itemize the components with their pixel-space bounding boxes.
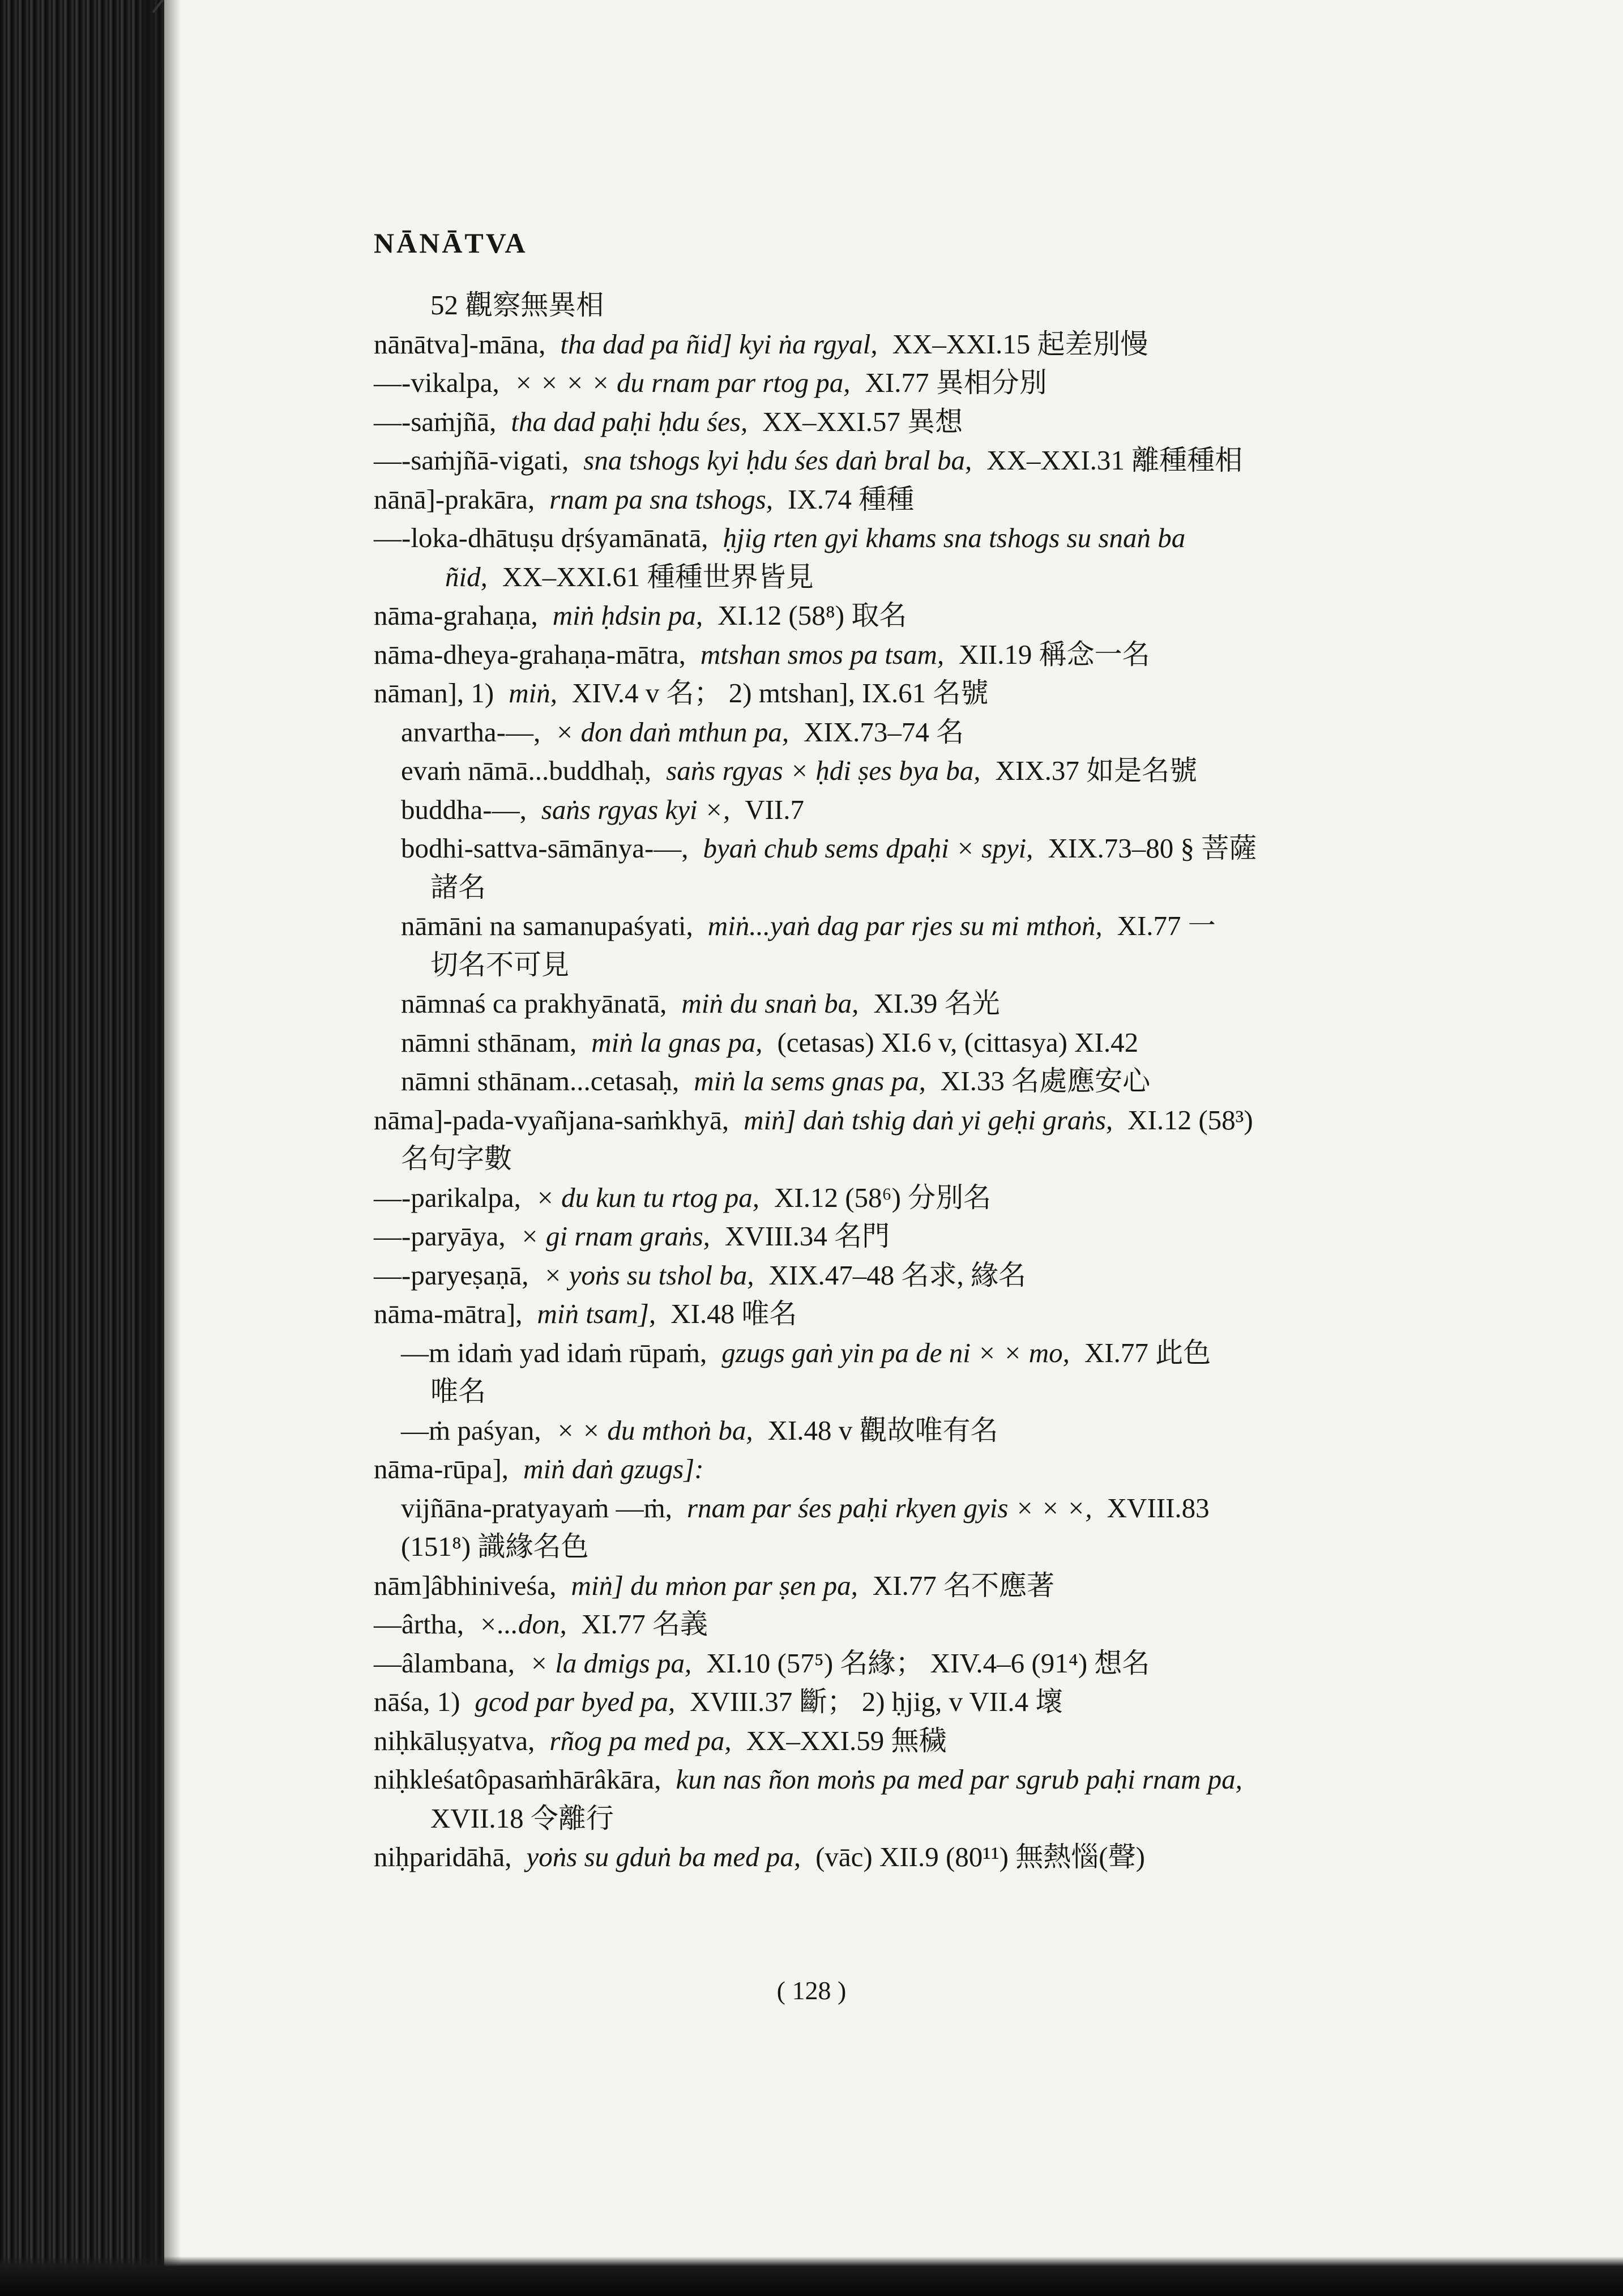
entry-headword: evaṁ nāmā...buddhaḥ, xyxy=(401,755,652,786)
entry-headword: niḥkleśatôpasaṁhārâkāra, xyxy=(374,1764,661,1795)
entry-headword: —-vikalpa, xyxy=(374,367,499,398)
entry-headword: 名句字數 xyxy=(401,1143,512,1174)
entry-headword: 諸名 xyxy=(430,871,486,903)
entry-tibetan: × don daṅ mthun pa, xyxy=(555,716,789,748)
entry-reference: (cetasas) XI.6 v, (cittasya) XI.42 xyxy=(777,1026,1139,1058)
entry-headword: —ârtha, xyxy=(374,1608,464,1640)
entry-line xyxy=(374,325,1484,364)
entry-headword: —-paryeṣaṇā, xyxy=(374,1259,529,1291)
entry-line xyxy=(374,1450,1484,1489)
entry-headword: nāma-dheya-grahaṇa-mātra, xyxy=(374,638,686,670)
entry-headword: nāman], 1) xyxy=(374,677,494,709)
entry-line xyxy=(374,984,1484,1023)
entry-headword: —âlambana, xyxy=(374,1647,515,1679)
entry-line xyxy=(374,752,1484,791)
entry-line xyxy=(374,1101,1484,1140)
entry-headword: buddha-—, xyxy=(401,793,527,825)
entry-tibetan: miṅ du snaṅ ba, xyxy=(681,988,859,1019)
entry-line xyxy=(374,1567,1484,1606)
entry-line xyxy=(374,868,1484,907)
entry-line xyxy=(374,441,1484,480)
entry-line xyxy=(374,1295,1484,1334)
entry-reference: XIX.47–48 名求, 緣名 xyxy=(768,1259,1027,1291)
entry-tibetan: saṅs rgyas kyi ×, xyxy=(541,793,731,825)
entry-line xyxy=(374,829,1484,868)
entry-line xyxy=(374,907,1484,946)
entry-tibetan: × la dmigs pa, xyxy=(529,1647,692,1679)
entry-tibetan: yoṅs su gduṅ ba med pa, xyxy=(526,1841,801,1872)
entry-headword: —m idaṁ yad idaṁ rūpaṁ, xyxy=(401,1337,707,1368)
entry-line xyxy=(374,1256,1484,1295)
entry-line xyxy=(374,674,1484,713)
entry-reference: XVIII.34 名門 xyxy=(724,1220,890,1252)
entry-line xyxy=(374,1489,1484,1528)
entry-line xyxy=(374,519,1484,558)
entry-line xyxy=(374,1372,1484,1411)
entry-tibetan: × × × × du rnam par rtog pa, xyxy=(514,367,851,398)
entry-line xyxy=(374,1644,1484,1683)
section-heading: NĀNĀTVA xyxy=(374,227,528,259)
entry-headword: nāma]-pada-vyañjana-saṁkhyā, xyxy=(374,1104,729,1136)
entry-headword: nāśa, 1) xyxy=(374,1686,460,1717)
entry-reference: XI.48 唯名 xyxy=(670,1298,797,1329)
entry-reference: XX–XXI.31 離種種相 xyxy=(986,445,1243,476)
entry-headword: nānātva]-māna, xyxy=(374,328,546,360)
entry-reference: XVIII.83 xyxy=(1107,1492,1210,1523)
entry-headword: nānā]-prakāra, xyxy=(374,483,535,515)
entry-headword: nāmnaś ca prakhyānatā, xyxy=(401,988,667,1019)
entry-line xyxy=(374,1023,1484,1062)
entry-tibetan: ×...don, xyxy=(479,1608,567,1640)
entry-line xyxy=(374,1527,1484,1567)
entry-headword: 切名不可見 xyxy=(430,949,570,980)
entry-tibetan: ḥjig rten gyi khams sna tshogs su snaṅ ba xyxy=(723,522,1186,553)
entry-headword: 唯名 xyxy=(430,1376,486,1407)
entry-line xyxy=(374,1179,1484,1218)
entry-tibetan: ñid, xyxy=(445,561,488,592)
entry-tibetan: rñog pa med pa, xyxy=(549,1725,732,1756)
entry-tibetan: miṅ] daṅ tshig daṅ yi geḥi graṅs, xyxy=(744,1104,1113,1136)
entry-headword: nāma-rūpa], xyxy=(374,1453,509,1484)
entry-reference: XI.77 此色 xyxy=(1084,1337,1211,1368)
entry-line xyxy=(374,713,1484,752)
entry-tibetan: gcod par byed pa, xyxy=(475,1686,676,1717)
entry-line xyxy=(374,364,1484,403)
entry-headword: nāma-grahaṇa, xyxy=(374,600,538,631)
entry-tibetan: saṅs rgyas × ḥdi ṣes bya ba, xyxy=(666,755,981,786)
entry-reference: IX.74 種種 xyxy=(788,483,915,515)
scan-bottom-shadow xyxy=(0,2256,1623,2296)
entry-reference: XI.12 (58⁶) 分別名 xyxy=(774,1181,992,1213)
entry-headword: nāma-mātra], xyxy=(374,1298,523,1329)
entry-tibetan: miṅ ḥdsin pa, xyxy=(552,600,703,631)
entry-headword: niḥkāluṣyatva, xyxy=(374,1725,535,1756)
page-number: ( 128 ) xyxy=(776,1976,847,2005)
entry-line xyxy=(374,1799,1484,1838)
entry-line xyxy=(374,1683,1484,1722)
entry-tibetan: gzugs gaṅ yin pa de ni × × mo, xyxy=(721,1337,1070,1368)
entry-tibetan: miṅ] du mṅon par ṣen pa, xyxy=(571,1569,858,1601)
entry-reference: XI.33 名處應安心 xyxy=(940,1065,1151,1096)
entry-headword: —ṁ paśyan, xyxy=(401,1414,541,1446)
entry-tibetan: × × du mthoṅ ba, xyxy=(556,1414,753,1446)
entry-reference: XX–XXI.57 異想 xyxy=(762,406,963,437)
entry-headword: vijñāna-pratyayaṁ —ṁ, xyxy=(401,1492,672,1523)
entry-headword: bodhi-sattva-sāmānya-—, xyxy=(401,833,689,864)
entry-reference: XX–XXI.15 起差別慢 xyxy=(892,328,1148,360)
entry-line xyxy=(374,558,1484,597)
entry-tibetan: × gi rnam graṅs, xyxy=(520,1220,710,1252)
entry-line xyxy=(374,1140,1484,1179)
entry-reference: XX–XXI.59 無穢 xyxy=(746,1725,947,1756)
entry-line xyxy=(374,1722,1484,1761)
entry-line xyxy=(374,1411,1484,1450)
entry-line xyxy=(374,635,1484,675)
entry-headword: nāmni sthānam, xyxy=(401,1026,577,1058)
entry-headword: XVII.18 令離行 xyxy=(430,1802,614,1834)
entry-tibetan: sna tshogs kyi ḥdu śes daṅ bral ba, xyxy=(583,445,972,476)
entry-line xyxy=(374,286,1484,325)
entry-reference: XIX.73–80 § 菩薩 xyxy=(1048,833,1257,864)
entry-tibetan: miṅ...yaṅ dag par rjes su mi mthoṅ, xyxy=(707,910,1103,941)
entry-reference: XIX.37 如是名號 xyxy=(995,755,1198,786)
entry-reference: XI.12 (58³) xyxy=(1127,1104,1253,1136)
entry-tibetan: mtshan smos pa tsam, xyxy=(700,638,945,670)
entry-tibetan: rnam par śes paḥi rkyen gyis × × ×, xyxy=(686,1492,1092,1523)
entry-headword: —-saṁjñā-vigati, xyxy=(374,445,569,476)
entry-line xyxy=(374,1062,1484,1101)
entry-line xyxy=(374,403,1484,442)
entry-tibetan: miṅ daṅ gzugs]: xyxy=(523,1453,704,1484)
entry-line xyxy=(374,596,1484,635)
entry-tibetan: rnam pa sna tshogs, xyxy=(549,483,774,515)
entry-headword: nām]âbhiniveśa, xyxy=(374,1569,557,1601)
entry-tibetan: kun nas ñon moṅs pa med par sgrub paḥi rnam pa, xyxy=(676,1764,1242,1795)
entry-reference: XI.39 名光 xyxy=(873,988,1000,1019)
entry-reference: VII.7 xyxy=(745,793,804,825)
entry-reference: XI.77 名不應著 xyxy=(872,1569,1055,1601)
entry-tibetan: miṅ tsam], xyxy=(537,1298,656,1329)
entry-reference: XI.12 (58⁸) 取名 xyxy=(717,600,907,631)
entry-reference: (vāc) XII.9 (80¹¹) 無熱惱(聲) xyxy=(815,1841,1145,1872)
entry-reference: XI.77 一 xyxy=(1117,910,1216,941)
entry-reference: XI.10 (57⁵) 名緣； XIV.4–6 (91⁴) 想名 xyxy=(706,1647,1150,1679)
entry-line xyxy=(374,791,1484,830)
entry-headword: —-paryāya, xyxy=(374,1220,506,1252)
entry-tibetan: × du kun tu rtog pa, xyxy=(535,1181,759,1213)
entry-headword: nāmāni na samanupaśyati, xyxy=(401,910,693,941)
entry-reference: XIV.4 v 名； 2) mtshan], IX.61 名號 xyxy=(572,677,989,709)
entry-headword: —-loka-dhātuṣu dṛśyamānatā, xyxy=(374,522,708,553)
entry-line xyxy=(374,1217,1484,1256)
entry-tibetan: tha dad pa ñid] kyi ṅa rgyal, xyxy=(560,328,878,360)
entry-headword: nāmni sthānam...cetasaḥ, xyxy=(401,1065,680,1096)
entry-tibetan: × yoṅs su tshol ba, xyxy=(543,1259,754,1291)
entry-line xyxy=(374,1760,1484,1799)
entry-reference: XII.19 稱念一名 xyxy=(959,638,1150,670)
entry-tibetan: miṅ, xyxy=(509,677,557,709)
entry-headword: anvartha-—, xyxy=(401,716,541,748)
entry-reference: XIX.73–74 名 xyxy=(804,716,964,748)
entry-line xyxy=(374,1838,1484,1877)
entry-reference: XI.77 名義 xyxy=(581,1608,708,1640)
dictionary-entries xyxy=(374,286,1484,1877)
entry-tibetan: tha dad paḥi ḥdu śes, xyxy=(511,406,748,437)
spine-shadow xyxy=(142,0,181,2296)
entry-tibetan: miṅ la gnas pa, xyxy=(591,1026,763,1058)
entry-headword: niḥparidāhā, xyxy=(374,1841,512,1872)
entry-line xyxy=(374,946,1484,985)
entry-line xyxy=(374,1605,1484,1644)
entry-headword: —-parikalpa, xyxy=(374,1181,521,1213)
entry-reference: XI.48 v 觀故唯有名 xyxy=(767,1414,998,1446)
book-spine-edge xyxy=(0,0,164,2296)
entry-line xyxy=(374,1334,1484,1373)
entry-reference: XVIII.37 斷； 2) ḥjig, v VII.4 壞 xyxy=(690,1686,1064,1717)
entry-headword: 52 觀察無異相 xyxy=(430,289,604,321)
entry-headword: —-saṁjñā, xyxy=(374,406,497,437)
entry-headword: (151⁸) 識緣名色 xyxy=(401,1531,589,1562)
entry-reference: XX–XXI.61 種種世界皆見 xyxy=(502,561,814,592)
entry-line xyxy=(374,480,1484,519)
entry-tibetan: byaṅ chub sems dpaḥi × spyi, xyxy=(703,833,1033,864)
entry-tibetan: miṅ la sems gnas pa, xyxy=(694,1065,926,1096)
entry-reference: XI.77 異相分別 xyxy=(865,367,1047,398)
